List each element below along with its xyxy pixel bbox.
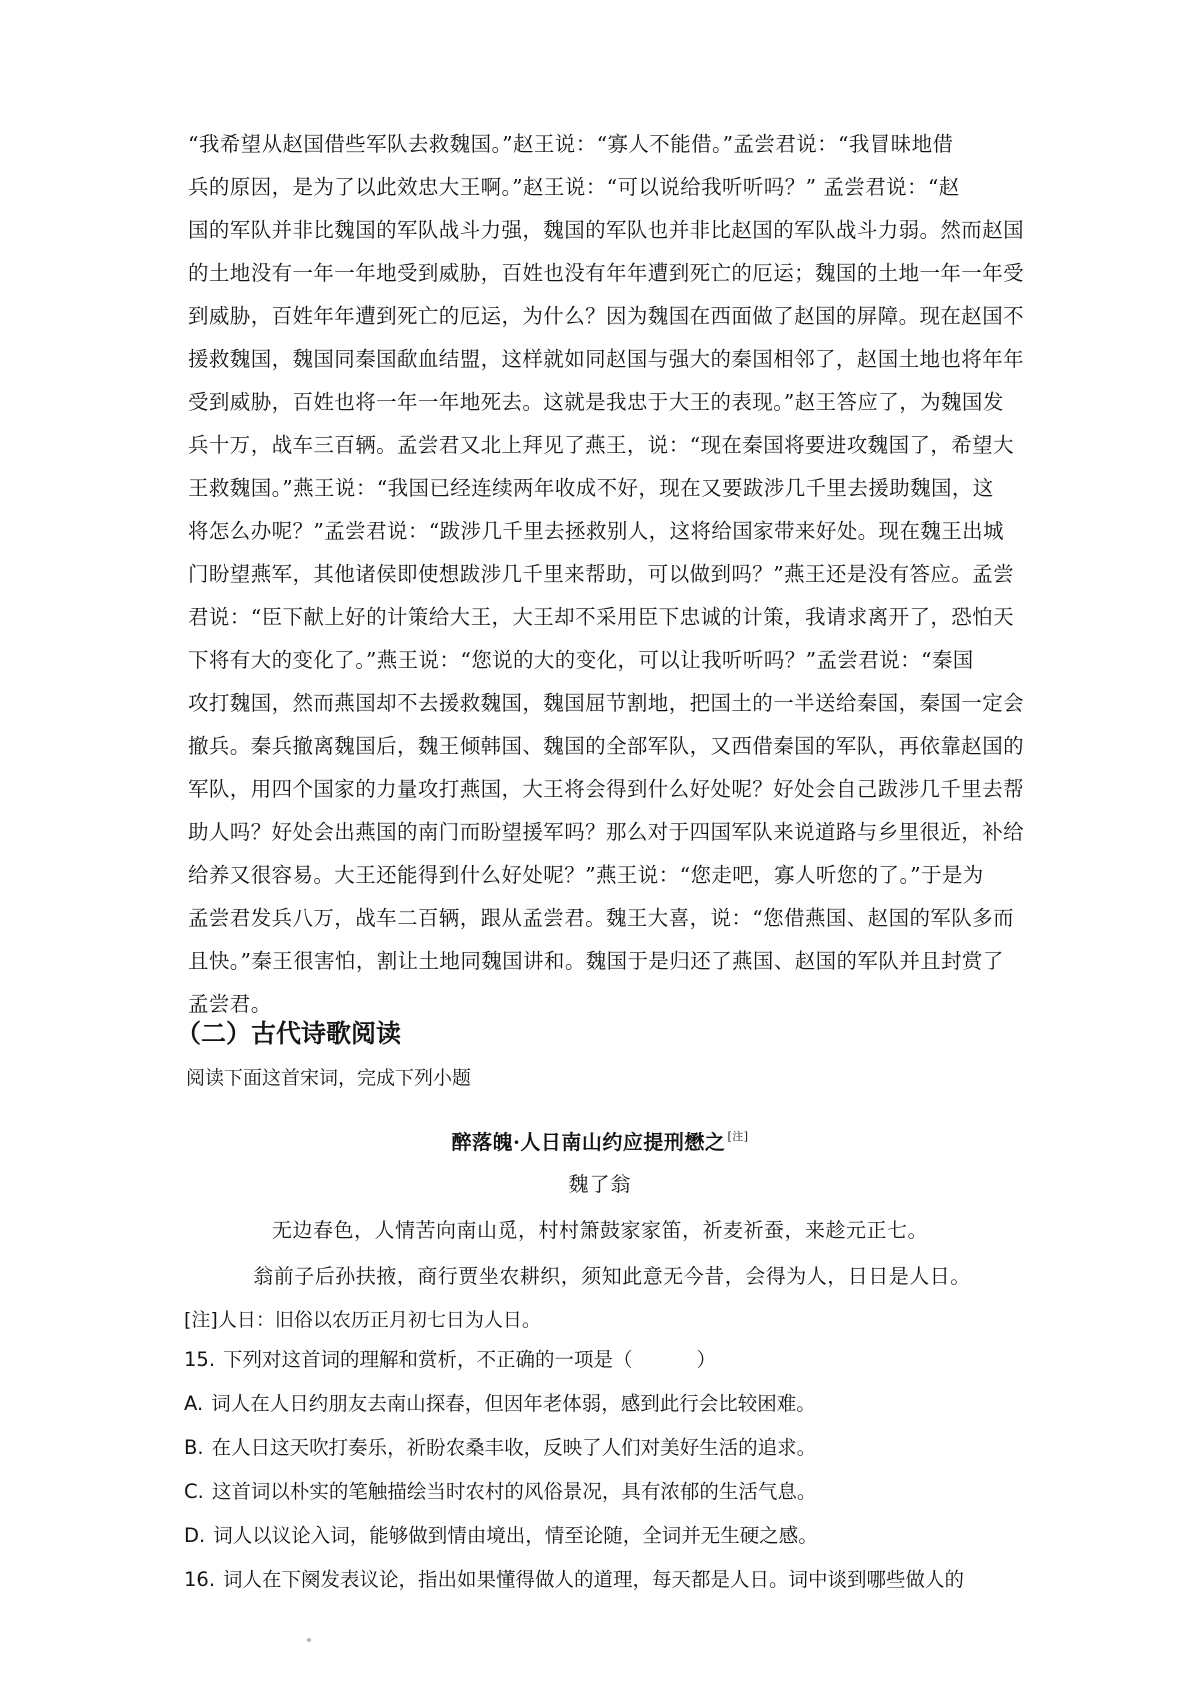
passage-line: 受到威胁，百姓也将一年一年地死去。这就是我忠于大王的表现。”赵王答应了，为魏国发 [188,390,1004,414]
poem-line: 翁前子后孙扶掖，商行贾坐农耕织，须知此意无今昔，会得为人，日日是人日。 [253,1264,971,1288]
passage-line: 军队，用四个国家的力量攻打燕国，大王将会得到什么好处呢？好处会自己跋涉几千里去帮 [188,777,1024,801]
passage-line: 的土地没有一年一年地受到威胁，百姓也没有年年遭到死亡的厄运；魏国的土地一年一年受 [188,261,1024,285]
passage-line: 门盼望燕军，其他诸侯即使想跋涉几千里来帮助，可以做到吗？”燕王还是没有答应。孟尝 [188,562,1014,586]
passage-line: 助人吗？好处会出燕国的南门而盼望援军吗？那么对于四国军队来说道路与乡里很近，补给 [188,820,1024,844]
option-text: 这首词以朴实的笔触描绘当时农村的风俗景况，具有浓郁的生活气息。 [211,1480,817,1503]
passage-line: 孟尝君发兵八万，战车二百辆，跟从孟尝君。魏王大喜，说：“您借燕国、赵国的军队多而 [188,906,1014,930]
passage-line: 将怎么办呢？”孟尝君说：“跋涉几千里去拯救别人，这将给国家带来好处。现在魏王出城 [188,519,1004,543]
passage-line: 兵的原因，是为了以此效忠大王啊。”赵王说：“可以说给我听听吗？” 孟尝君说：“赵 [188,175,960,199]
option-label: A. [184,1392,204,1415]
poem-note: [注]人日：旧俗以农历正月初七日为人日。 [184,1309,541,1331]
poem-author: 魏了翁 [568,1172,632,1196]
option-text: 在人日这天吹打奏乐，祈盼农桑丰收，反映了人们对美好生活的追求。 [211,1436,817,1459]
question-text-end: ） [696,1348,717,1371]
passage-line: 给养又很容易。大王还能得到什么好处呢？”燕王说：“您走吧，寡人听您的了。”于是为 [188,863,984,887]
option-c [184,1478,1044,1506]
passage-line: 且快。”秦王很害怕，割让土地同魏国讲和。魏国于是归还了燕国、赵国的军队并且封赏了 [188,949,1004,973]
passage-line: 国的军队并非比魏国的军队战斗力强，魏国的军队也并非比赵国的军队战斗力弱。然而赵国 [188,218,1024,242]
question-number: 16. [184,1568,216,1591]
question-text: 下列对这首词的理解和赏析，不正确的一项是（ [223,1348,633,1371]
passage-line: 撤兵。秦兵撤离魏国后，魏王倾韩国、魏国的全部军队，又西借秦国的军队，再依靠赵国的 [188,734,1024,758]
poem-line: 无边春色，人情苦向南山觅，村村箫鼓家家笛，祈麦祈蚕，来趁元正七。 [272,1218,928,1242]
passage-line: 攻打魏国，然而燕国却不去援救魏国，魏国屈节割地，把国土的一半送给秦国，秦国一定会 [188,691,1024,715]
option-label: B. [184,1436,204,1459]
question-text: 词人在下阕发表议论，指出如果懂得做人的道理，每天都是人日。词中谈到哪些做人的 [223,1568,965,1591]
passage-line: 孟尝君。 [188,992,272,1016]
poem-title-note-marker: [注] [727,1130,749,1143]
option-text: 词人在人日约朋友去南山探春，但因年老体弱，感到此行会比较困难。 [211,1392,816,1415]
option-b [184,1434,1044,1462]
poem-title [0,1123,1200,1156]
option-text: 词人以议论入词，能够做到情由境出，情至论随，全词并无生硬之感。 [213,1524,818,1547]
option-label: D. [184,1524,206,1547]
passage-line: 援救魏国，魏国同秦国歃血结盟，这样就如同赵国与强大的秦国相邻了，赵国土地也将年年 [188,347,1024,371]
option-d [184,1522,1044,1550]
section-heading: （二）古代诗歌阅读 [176,1019,402,1048]
passage-line: 下将有大的变化了。”燕王说：“您说的大的变化，可以让我听听吗？”孟尝君说：“秦国 [188,648,974,672]
passage-line: 王救魏国。”燕王说：“我国已经连续两年收成不好，现在又要跋涉几千里去援助魏国，这 [188,476,994,500]
passage-line: 兵十万，战车三百辆。孟尝君又北上拜见了燕王，说：“现在秦国将要进攻魏国了，希望大 [188,433,1014,457]
question-16-stem [184,1566,1044,1594]
poem-title-text: 醉落魄·人日南山约应提刑懋之 [451,1130,726,1154]
passage-line: 君说：“臣下献上好的计策给大王，大王却不采用臣下忠诚的计策，我请求离开了，恐怕天 [188,605,1014,629]
option-a [184,1390,1044,1418]
passage-line: 到威胁，百姓年年遭到死亡的厄运，为什么？因为魏国在西面做了赵国的屏障。现在赵国不 [188,304,1024,328]
scan-dot [307,1638,311,1642]
passage-line: “我希望从赵国借些军队去救魏国。”赵王说：“寡人不能借。”孟尝君说：“我冒昧地借 [188,132,954,156]
question-15-stem [184,1346,1044,1374]
option-label: C. [184,1480,204,1503]
section-instruction: 阅读下面这首宋词，完成下列小题 [186,1067,472,1089]
question-number: 15. [184,1348,216,1371]
